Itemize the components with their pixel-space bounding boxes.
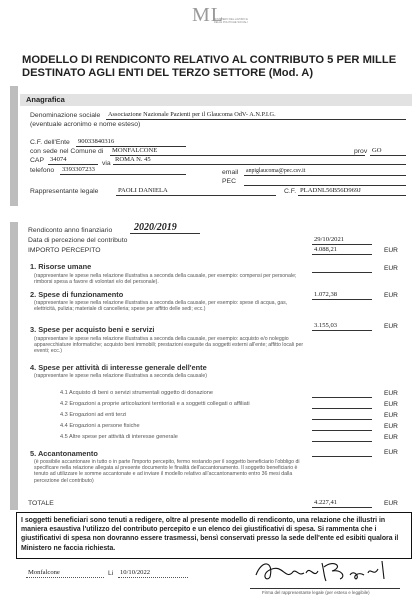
item-2-title: 2. Spese di funzionamento: [30, 290, 124, 299]
ministry-logo: [192, 4, 248, 44]
cap-label: CAP: [30, 157, 44, 164]
footer-place-line: [26, 577, 104, 578]
item-3-desc: (rappresentare le spese nella relazione illustrativa a seconda della causale, per esempio: acquisto e/o noleggio apparecchiature informatiche; acquisto beni immobili; prestazioni eseguite da soggetti esterni all'ente; affitto locali per eventi; ecc.): [34, 336, 304, 355]
sub-item-4-3: 4.3 Erogazioni ad enti terzi: [60, 412, 127, 418]
totale-value[interactable]: 4.227,41: [314, 499, 338, 506]
footer-date-line: [118, 577, 188, 578]
side-strip: [10, 86, 18, 206]
pec-line: [244, 185, 406, 186]
rappresentante-cf-value[interactable]: PLADNL56B56D969J: [300, 187, 361, 194]
pec-label: PEC: [222, 178, 236, 185]
denominazione-value[interactable]: Associazione Nazionale Pazienti per il Glaucoma OdV- A.N.P.I.G.: [108, 111, 276, 118]
telefono-line: [60, 174, 186, 175]
item-1-title: 1. Risorse umane: [30, 262, 92, 271]
sede-value[interactable]: MONFALCONE: [112, 147, 158, 154]
sub-item-4-1-currency: EUR: [384, 390, 398, 397]
sub-item-4-1-line: [312, 397, 372, 398]
sub-item-4-3-currency: EUR: [384, 412, 398, 419]
cf-value[interactable]: 90033840316: [78, 138, 115, 145]
item-2-line: [312, 299, 372, 300]
item-3-title: 3. Spese per acquisto beni e servizi: [30, 325, 155, 334]
footer-date-label: Li: [108, 570, 114, 577]
totale-currency: EUR: [384, 500, 398, 507]
cap-value[interactable]: 34074: [50, 156, 67, 163]
email-value[interactable]: anpiglaucoma@pec.csv.it: [246, 168, 306, 174]
importo-line: [312, 254, 372, 255]
form-title: MODELLO DI RENDICONTO RELATIVO AL CONTRIBUTO 5 PER MILLE DESTINATO AGLI ENTI DEL TERZO SETTORE (Mod. A): [22, 54, 397, 79]
signature: [252, 555, 402, 585]
item-1-desc: (rappresentare le spese nella relazione illustrativa a seconda della causale, per esempio: compensi per personale; rimborsi spesa a favore di volontari e/o del personale).: [34, 273, 297, 286]
item-1-currency: EUR: [384, 265, 398, 272]
sede-label: con sede nel Comune di: [30, 148, 104, 155]
sub-item-4-2-line: [312, 408, 372, 409]
via-label: via: [102, 160, 111, 167]
rappresentante-value[interactable]: PAOLI DANIELA: [118, 187, 168, 194]
item-5-desc: (è possibile accantonare in tutto o in parte l'importo percepito, fermo restando per il soggetto beneficiario l'obbligo di specificare nella relazione allegata al presente documento le finalità dell'accantonamento. Il soggetto beneficiario è tenuto ad utilizzare le somme accantonate e ad inviare il modello relativo all'accantonamento entro 36 mesi dalla percezione del contributo): [34, 459, 300, 484]
totale-label: TOTALE: [28, 500, 54, 507]
prov-label: prov: [354, 148, 368, 155]
sub-item-4-1: 4.1 Acquisto di beni o servizi strumentali oggetto di donazione: [60, 390, 213, 396]
sub-item-4-2-currency: EUR: [384, 401, 398, 408]
item-5-title: 5. Accantonamento: [30, 449, 98, 458]
data-value[interactable]: 29/10/2021: [314, 236, 345, 243]
cf-label: C.F. dell'Ente: [30, 139, 70, 146]
signature-caption: Firma del rappresentante legale (per esteso e leggibile): [262, 590, 370, 595]
via-line: [113, 164, 406, 165]
item-2-currency: EUR: [384, 292, 398, 299]
logo-emblem: M L: [192, 4, 221, 26]
rappresentante-cf-label: C.F.: [284, 188, 297, 195]
sub-item-4-3-line: [312, 419, 372, 420]
section-anagrafica: [20, 94, 412, 106]
item-3-line: [312, 330, 372, 331]
email-line: [244, 175, 406, 176]
importo-label: IMPORTO PERCEPITO: [28, 247, 101, 254]
prov-line: [370, 155, 406, 156]
data-label: Data di percezione del contributo: [28, 237, 128, 244]
anno-label: Rendiconto anno finanziario: [28, 227, 113, 234]
sub-item-4-5: 4.5 Altre spese per attività di interesse generale: [60, 434, 178, 440]
denominazione-label: Denominazione sociale: [30, 112, 101, 119]
via-value[interactable]: ROMA N. 45: [115, 156, 151, 163]
item-2-desc: (rappresentare le spese nella relazione illustrativa a seconda della causale, per esempio: spese di acqua, gas, elettricità, pulizia; materiale di cancelleria; spese per affitto delle sedi; ecc.): [34, 300, 288, 313]
item-5-line: [312, 456, 372, 457]
signature-line: [250, 588, 400, 589]
anno-line: [130, 233, 200, 234]
signature-drawing: [252, 555, 402, 585]
item-3-currency: EUR: [384, 323, 398, 330]
item-3-value[interactable]: 3.155,03: [314, 322, 338, 329]
denominazione-line: [106, 119, 406, 120]
logo-caption: MINISTERO DEL LAVORO E DELLE POLITICHE SOCIALI: [214, 18, 248, 24]
denominazione-note: (eventuale acronimo e nome esteso): [30, 121, 141, 128]
section-anagrafica-title: Anagrafica: [26, 95, 65, 104]
sub-item-4-5-line: [312, 441, 372, 442]
telefono-value[interactable]: 3393307233: [62, 166, 95, 173]
item-2-value[interactable]: 1.072,38: [314, 291, 338, 298]
rappresentante-label: Rappresentante legale: [30, 188, 99, 195]
rappresentante-line: [116, 195, 276, 196]
item-1-line: [312, 272, 372, 273]
telefono-label: telefono: [30, 167, 55, 174]
importo-currency: EUR: [384, 247, 398, 254]
sub-item-4-4: 4.4 Erogazioni a persone fisiche: [60, 423, 140, 429]
sub-item-4-4-line: [312, 430, 372, 431]
sub-item-4-5-currency: EUR: [384, 434, 398, 441]
footer-date-value[interactable]: 10/10/2022: [120, 569, 151, 576]
prov-value[interactable]: GO: [372, 147, 382, 154]
totale-line: [312, 507, 372, 508]
sub-item-4-4-currency: EUR: [384, 423, 398, 430]
item-4-title: 4. Spese per attività di interesse generale dell'ente: [30, 363, 207, 372]
footer-place[interactable]: Monfalcone: [28, 569, 60, 576]
importo-value[interactable]: 4.088,21: [314, 246, 338, 253]
item-5-currency: EUR: [384, 449, 398, 456]
anno-value[interactable]: 2020/2019: [134, 222, 177, 233]
sub-item-4-2: 4.2 Erogazioni a proprie articolazioni territoriali e a soggetti collegati o affiliati: [60, 401, 250, 407]
data-line: [312, 244, 372, 245]
side-strip-2: [10, 222, 18, 510]
item-4-desc: (rappresentare le spese nella relazione illustrativa a seconda della causale): [34, 373, 208, 379]
obligations-notice: I soggetti beneficiari sono tenuti a redigere, oltre al presente modello di rendiconto, una relazione che illustri in maniera esaustiva l'utilizzo del contributo percepito e un elenco dei giustificativi di spesa. Si rammenta che i giustificativi di spesa non dovranno essere trasmessi, bensì conservati presso la sede dell'ente ed esibiti qualora il Ministero ne faccia richiesta.: [16, 512, 412, 559]
rappresentante-cf-line: [298, 195, 406, 196]
cap-line: [48, 164, 98, 165]
email-label: email: [222, 169, 239, 176]
